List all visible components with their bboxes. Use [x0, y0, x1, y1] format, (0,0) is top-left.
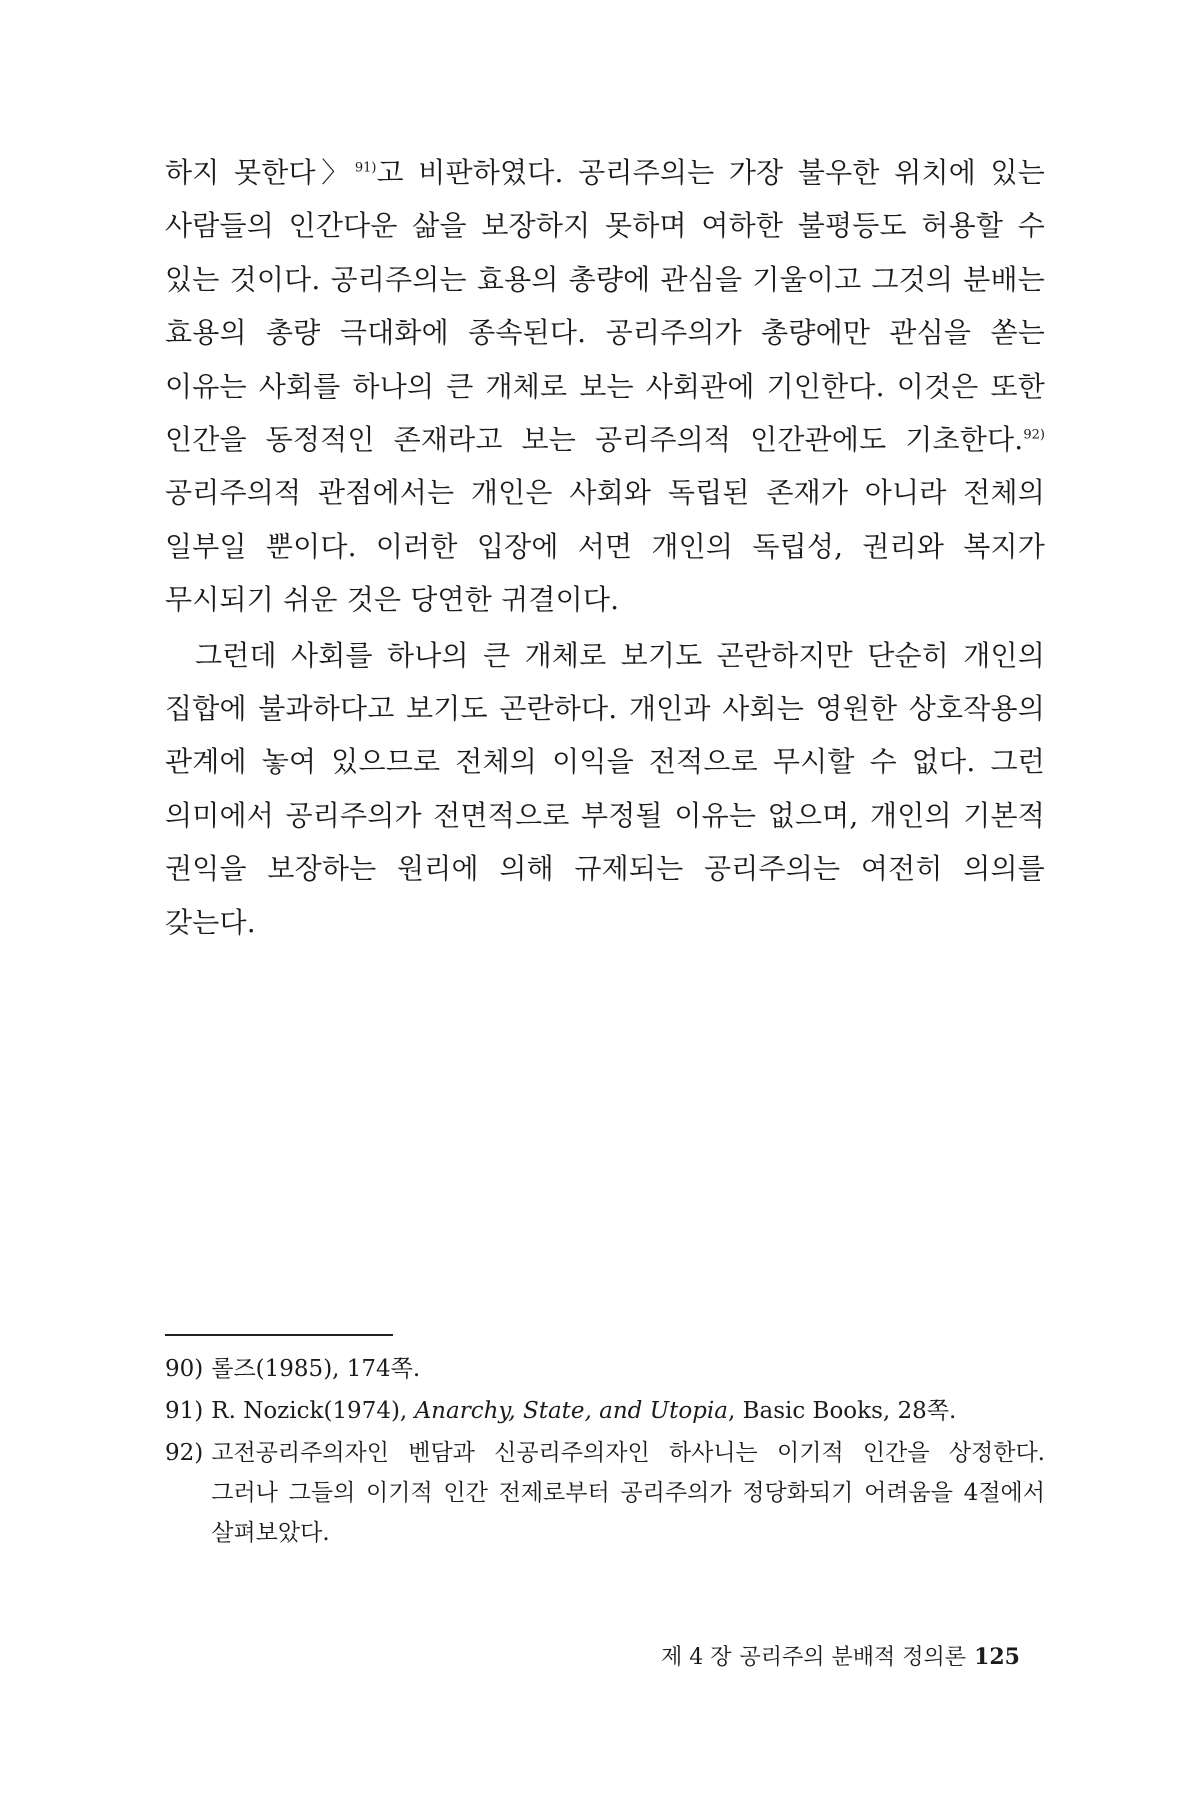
footnote-number: 92) [165, 1440, 204, 1466]
footnote-number: 90) [165, 1356, 204, 1382]
chapter-title: 공리주의 분배적 정의론 [739, 1645, 967, 1670]
citation-publisher: , Basic Books, 28쪽. [727, 1398, 957, 1424]
paragraph-1-part-2: 고 비판하였다. 공리주의는 가장 불우한 위치에 있는 사람들의 인간다운 삶을 보장하지 못하며 여하한 불평등도 허용할 수 있는 것이다. 공리주의는 효용의 총량에 관심을 기울이고 그것의 분배는 효용의 총량 극대화에 종속된다. 공리주의가 총량에만 관심을 쏟는 이유는 사회를 하나의 큰 개체로 보는 사회관에 기인한다. 이것은 또한 인간을 동정적인 존재라고 보는 공리주의적 인간관에도 기초한다. [165, 156, 1045, 457]
footnote-separator [165, 1334, 393, 1336]
footnote-text [211, 1391, 1045, 1431]
footnote-text: 롤즈(1985), 174쪽. [211, 1356, 421, 1382]
running-footer [560, 1640, 1020, 1671]
book-title: Anarchy, State, and Utopia [414, 1398, 728, 1424]
footnotes [165, 1349, 1045, 1555]
footnote-reference-91[interactable]: 91) [354, 160, 377, 176]
page-number: 125 [974, 1644, 1020, 1670]
footnote-text: 고전공리주의자인 벤담과 신공리주의자인 하사니는 이기적 인간을 상정한다. 그러나 그들의 이기적 인간 전제로부터 공리주의가 정당화되기 어려움을 4절에서 살펴보았다. [211, 1440, 1045, 1546]
footnote-90 [165, 1349, 1045, 1389]
paragraph-2: 그런데 사회를 하나의 큰 개체로 보기도 곤란하지만 단순히 개인의 집합에 불과하다고 보기도 곤란하다. 개인과 사회는 영원한 상호작용의 관계에 놓여 있으므로 전체의 이익을 전적으로 무시할 수 없다. 그런 의미에서 공리주의가 전면적으로 부정될 이유는 없으며, 개인의 기본적 권익을 보장하는 원리에 의해 규제되는 공리주의는 여전히 의의를 갖는다. [165, 638, 1045, 939]
paragraph-1-part-3: 공리주의적 관점에서는 개인은 사회와 독립된 존재가 아니라 전체의 일부일 뿐이다. 이러한 입장에 서면 개인의 독립성, 권리와 복지가 무시되기 쉬운 것은 당연한 귀결이다. [165, 476, 1045, 617]
footnote-number: 91) [165, 1398, 204, 1424]
chapter-label: 제 4 장 [661, 1645, 732, 1670]
footnote-92 [165, 1433, 1045, 1553]
citation-author: R. Nozick(1974), [211, 1398, 415, 1424]
footnote-reference-92[interactable]: 92) [1023, 427, 1045, 443]
paragraph-1-part-1: 하지 못한다〉 [165, 156, 355, 189]
main-text [165, 146, 1045, 949]
paragraph-1 [165, 146, 1045, 627]
footnote-91 [165, 1391, 1045, 1431]
